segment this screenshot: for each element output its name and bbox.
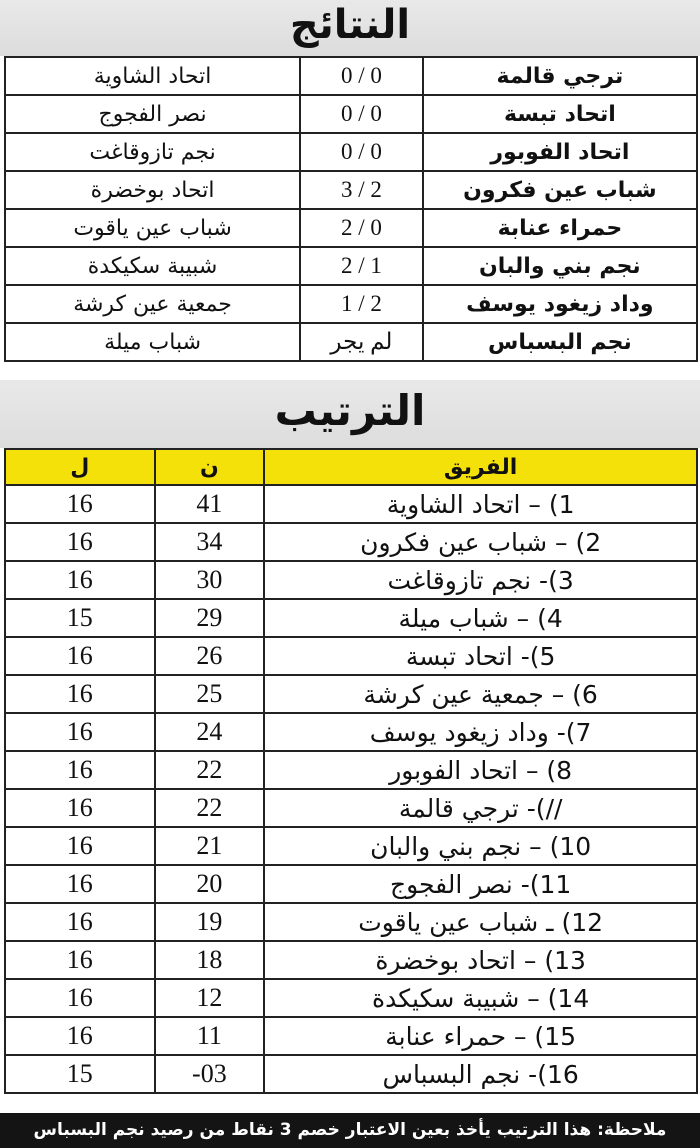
played-count: 16 [5,713,155,751]
standings-row [5,941,697,979]
played-count: 15 [5,599,155,637]
points-value: 30 [155,561,265,599]
away-team: اتحاد الشاوية [5,57,300,95]
team-name: 16)- نجم البسباس [264,1055,697,1093]
away-team: جمعية عين كرشة [5,285,300,323]
standings-row [5,561,697,599]
team-name: 3)- نجم تازوقاغت [264,561,697,599]
team-name: 8) – اتحاد الفوبور [264,751,697,789]
points-value: 26 [155,637,265,675]
match-row [5,95,697,133]
match-score: 2 / 1 [300,247,423,285]
header-team: الفريق [264,449,697,485]
team-name: 10) – نجم بني والبان [264,827,697,865]
team-name: 11)- نصر الفجوج [264,865,697,903]
header-points: ن [155,449,265,485]
played-count: 16 [5,979,155,1017]
standings-row [5,675,697,713]
match-row [5,171,697,209]
team-name: 6) – جمعية عين كرشة [264,675,697,713]
match-score: 3 / 2 [300,171,423,209]
played-count: 16 [5,751,155,789]
played-count: 16 [5,903,155,941]
standings-row [5,979,697,1017]
points-value: 22 [155,789,265,827]
home-team: وداد زيغود يوسف [423,285,697,323]
results-title: النتائج [0,0,700,56]
match-row [5,133,697,171]
away-team: شبيبة سكيكدة [5,247,300,285]
team-name: 2) – شباب عين فكرون [264,523,697,561]
standings-row [5,827,697,865]
standings-row [5,1017,697,1055]
points-value: 25 [155,675,265,713]
team-name: 5)- اتحاد تبسة [264,637,697,675]
played-count: 16 [5,865,155,903]
standings-row [5,865,697,903]
standings-table [4,448,698,1094]
points-value: 34 [155,523,265,561]
played-count: 16 [5,789,155,827]
played-count: 16 [5,675,155,713]
match-row [5,57,697,95]
home-team: اتحاد تبسة [423,95,697,133]
points-value: 41 [155,485,265,523]
points-value: 18 [155,941,265,979]
match-score: 0 / 0 [300,57,423,95]
standings-row [5,637,697,675]
team-name: //)- ترجي قالمة [264,789,697,827]
points-value: 29 [155,599,265,637]
away-team: شباب ميلة [5,323,300,361]
team-name: 13) – اتحاد بوخضرة [264,941,697,979]
team-name: 1) – اتحاد الشاوية [264,485,697,523]
match-row [5,285,697,323]
played-count: 16 [5,637,155,675]
home-team: نجم البسباس [423,323,697,361]
standings-row [5,903,697,941]
home-team: حمراء عنابة [423,209,697,247]
results-table [4,56,698,362]
standings-row [5,599,697,637]
match-row [5,323,697,361]
points-value: 11 [155,1017,265,1055]
standings-header-row [5,449,697,485]
standings-title: الترتيب [0,380,700,448]
points-value: 22 [155,751,265,789]
footnote: ملاحظة: هذا الترتيب يأخذ بعين الاعتبار خصم 3 نقاط من رصيد نجم البسباس [0,1113,700,1148]
standings-row [5,751,697,789]
home-team: اتحاد الفوبور [423,133,697,171]
match-score: 1 / 2 [300,285,423,323]
points-value: 21 [155,827,265,865]
played-count: 15 [5,1055,155,1093]
standings-row [5,485,697,523]
team-name: 12) ـ شباب عين ياقوت [264,903,697,941]
standings-row [5,523,697,561]
team-name: 15) – حمراء عنابة [264,1017,697,1055]
match-score: 2 / 0 [300,209,423,247]
match-score: 0 / 0 [300,95,423,133]
played-count: 16 [5,941,155,979]
points-value: 24 [155,713,265,751]
team-name: 14) – شبيبة سكيكدة [264,979,697,1017]
played-count: 16 [5,561,155,599]
away-team: نصر الفجوج [5,95,300,133]
home-team: شباب عين فكرون [423,171,697,209]
standings-row [5,789,697,827]
match-score: 0 / 0 [300,133,423,171]
played-count: 16 [5,485,155,523]
team-name: 4) – شباب ميلة [264,599,697,637]
header-played: ل [5,449,155,485]
home-team: نجم بني والبان [423,247,697,285]
played-count: 16 [5,523,155,561]
points-value: 19 [155,903,265,941]
played-count: 16 [5,827,155,865]
team-name: 7)- وداد زيغود يوسف [264,713,697,751]
away-team: شباب عين ياقوت [5,209,300,247]
away-team: اتحاد بوخضرة [5,171,300,209]
points-value: 20 [155,865,265,903]
played-count: 16 [5,1017,155,1055]
standings-row [5,713,697,751]
match-row [5,247,697,285]
points-value: -03 [155,1055,265,1093]
match-row [5,209,697,247]
points-value: 12 [155,979,265,1017]
match-score: لم يجر [300,323,423,361]
away-team: نجم تازوقاغت [5,133,300,171]
home-team: ترجي قالمة [423,57,697,95]
standings-row [5,1055,697,1093]
